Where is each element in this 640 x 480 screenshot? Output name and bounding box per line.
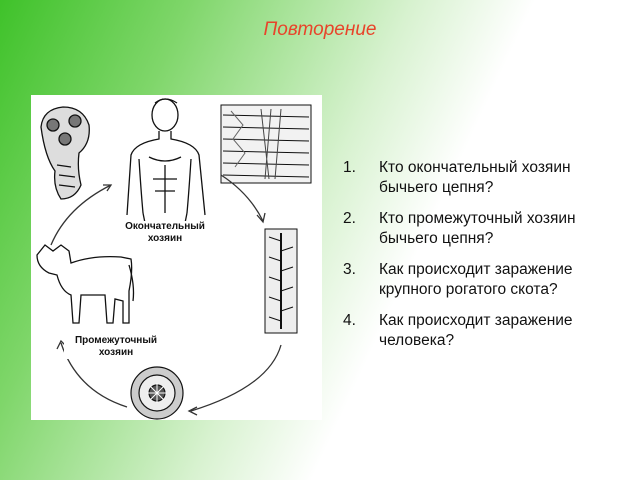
definitive-host-label: Окончательный хозяин bbox=[115, 221, 215, 245]
scolex-drawing bbox=[41, 107, 89, 199]
question-item bbox=[343, 260, 633, 300]
human-figure bbox=[127, 99, 205, 223]
egg-drawing bbox=[131, 367, 183, 419]
question-number: 4. bbox=[343, 312, 356, 329]
questions-list bbox=[343, 158, 633, 362]
question-number: 2. bbox=[343, 210, 356, 227]
question-text: Кто промежуточный хозяин бычьего цепня? bbox=[379, 210, 576, 247]
question-number: 3. bbox=[343, 261, 356, 278]
question-item bbox=[343, 158, 633, 198]
question-text: Кто окончательный хозяин бычьего цепня? bbox=[379, 159, 571, 196]
slide-title: Повторение bbox=[263, 19, 377, 40]
gravid-segment-drawing bbox=[265, 229, 297, 333]
proglottid-drawing bbox=[221, 105, 311, 183]
cow-drawing bbox=[37, 245, 134, 323]
life-cycle-figure bbox=[31, 95, 322, 420]
question-number: 1. bbox=[343, 159, 356, 176]
question-text: Как происходит заражение крупного рогатого скота? bbox=[379, 261, 573, 298]
question-item bbox=[343, 311, 633, 351]
question-text: Как происходит заражение человека? bbox=[379, 312, 573, 349]
question-item bbox=[343, 209, 633, 249]
life-cycle-drawing bbox=[31, 95, 322, 420]
intermediate-host-label: Промежуточный хозяин bbox=[64, 335, 168, 359]
